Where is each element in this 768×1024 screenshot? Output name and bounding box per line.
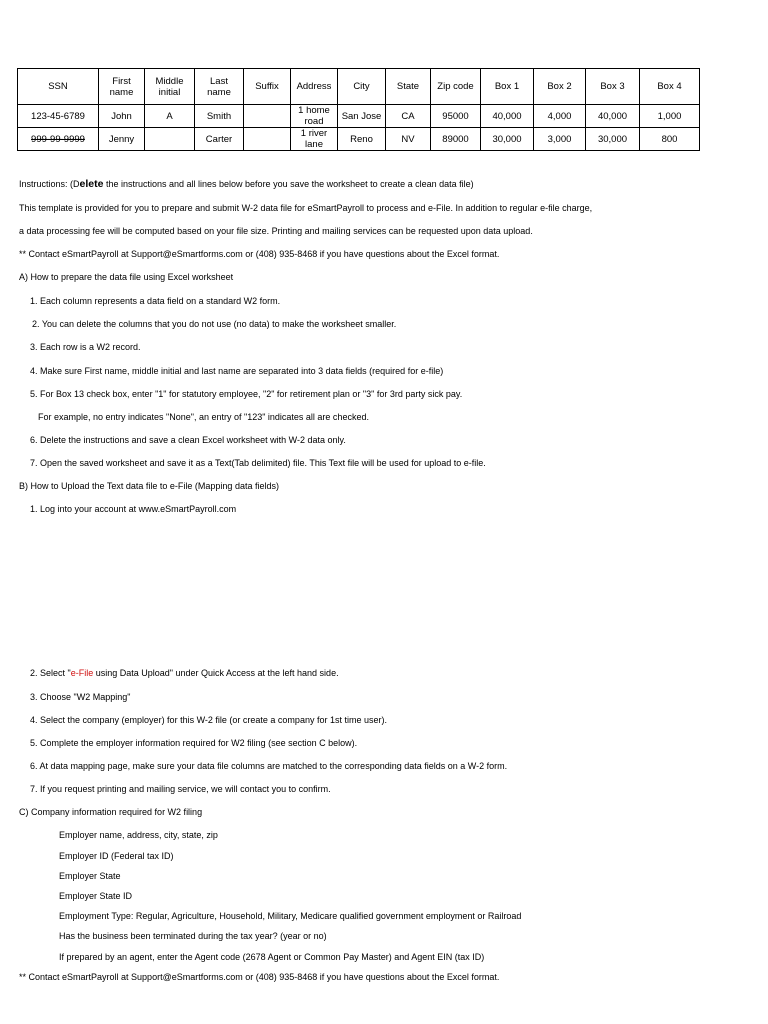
table-cell: Carter	[195, 128, 244, 151]
table-cell: 999-99-9999	[18, 128, 99, 151]
table-cell: Smith	[195, 105, 244, 128]
table-cell: NV	[386, 128, 431, 151]
intro-line-1: This template is provided for you to prepare and submit W-2 data file for eSmartPayroll to process and e-File. In addition to regular e-file charge,	[19, 203, 593, 213]
table-cell: 123-45-6789	[18, 105, 99, 128]
contact-line-bottom: ** Contact eSmartPayroll at Support@eSmartforms.com or (408) 935-8468 if you have questions about the Excel format.	[19, 972, 500, 982]
header-cell: Middle initial	[145, 69, 195, 105]
section-c-heading: C) Company information required for W2 filing	[19, 807, 203, 817]
header-cell: Box 3	[586, 69, 640, 105]
table-cell: 40,000	[586, 105, 640, 128]
section-b-step-6: 6. At data mapping page, make sure your data file columns are matched to the corresponding data fields on a W-2 form.	[30, 761, 508, 771]
section-a-step-3: 3. Each row is a W2 record.	[30, 342, 141, 352]
table-cell: 1,000	[640, 105, 700, 128]
w2-data-table	[17, 68, 700, 151]
instructions-title-emphasis: elete	[79, 178, 104, 190]
header-cell: State	[386, 69, 431, 105]
section-c-item-3: Employer State	[59, 871, 121, 881]
table-cell: 95000	[431, 105, 481, 128]
table-cell: Reno	[338, 128, 386, 151]
efile-link[interactable]: e-File	[70, 668, 94, 678]
table-row	[18, 128, 700, 151]
table-cell	[244, 105, 291, 128]
header-cell: Box 2	[534, 69, 586, 105]
instructions-title-prefix: Instructions: (D	[19, 179, 80, 189]
header-cell: Suffix	[244, 69, 291, 105]
section-b-step-3: 3. Choose "W2 Mapping"	[30, 692, 131, 702]
header-cell: Address	[291, 69, 338, 105]
section-a-step-5-example: For example, no entry indicates "None", an entry of "123" indicates all are checked.	[38, 412, 369, 422]
header-cell: Box 1	[481, 69, 534, 105]
section-b-step-2-suffix: using Data Upload" under Quick Access at the left hand side.	[93, 668, 339, 678]
header-cell: Last name	[195, 69, 244, 105]
section-b-step-2-prefix: 2. Select "	[30, 668, 71, 678]
section-c-item-7: If prepared by an agent, enter the Agent code (2678 Agent or Common Pay Master) and Agent EIN (tax ID)	[59, 952, 485, 962]
table-cell: 3,000	[534, 128, 586, 151]
table-cell: 89000	[431, 128, 481, 151]
section-b-step-1: 1. Log into your account at www.eSmartPayroll.com	[30, 504, 237, 514]
table-cell: San Jose	[338, 105, 386, 128]
section-a-step-5: 5. For Box 13 check box, enter "1" for statutory employee, "2" for retirement plan or "3" for 3rd party sick pay.	[30, 389, 463, 399]
section-a-step-7: 7. Open the saved worksheet and save it as a Text(Tab delimited) file. This Text file will be used for upload to e-file.	[30, 458, 486, 468]
table-cell	[244, 128, 291, 151]
section-a-step-1: 1. Each column represents a data field on a standard W2 form.	[30, 296, 281, 306]
table-cell: 1 home road	[291, 105, 338, 128]
header-cell: Box 4	[640, 69, 700, 105]
section-a-step-4: 4. Make sure First name, middle initial and last name are separated into 3 data fields (required for e-file)	[30, 366, 444, 376]
header-cell: First name	[99, 69, 145, 105]
header-cell: City	[338, 69, 386, 105]
section-c-item-1: Employer name, address, city, state, zip	[59, 830, 218, 840]
table-cell: 30,000	[481, 128, 534, 151]
section-c-item-4: Employer State ID	[59, 891, 133, 901]
header-cell: SSN	[18, 69, 99, 105]
section-c-item-6: Has the business been terminated during the tax year? (year or no)	[59, 931, 327, 941]
table-cell: 4,000	[534, 105, 586, 128]
table-cell	[145, 128, 195, 151]
table-cell: 40,000	[481, 105, 534, 128]
section-b-step-7: 7. If you request printing and mailing service, we will contact you to confirm.	[30, 784, 331, 794]
section-a-heading: A) How to prepare the data file using Excel worksheet	[19, 272, 234, 282]
table-cell: A	[145, 105, 195, 128]
section-b-step-5: 5. Complete the employer information required for W2 filing (see section C below).	[30, 738, 358, 748]
table-cell: 1 river lane	[291, 128, 338, 151]
table-cell: 30,000	[586, 128, 640, 151]
section-a-step-2: 2. You can delete the columns that you do not use (no data) to make the worksheet smaller.	[32, 319, 397, 329]
instructions-title	[19, 178, 474, 190]
table-header-row	[18, 69, 700, 105]
section-a-step-6: 6. Delete the instructions and save a clean Excel worksheet with W-2 data only.	[30, 435, 346, 445]
section-b-step-4: 4. Select the company (employer) for this W-2 file (or create a company for 1st time user).	[30, 715, 387, 725]
table-cell: CA	[386, 105, 431, 128]
header-cell: Zip code	[431, 69, 481, 105]
section-c-item-5: Employment Type: Regular, Agriculture, Household, Military, Medicare qualified government employment or Railroad	[59, 911, 522, 921]
contact-line-top: ** Contact eSmartPayroll at Support@eSmartforms.com or (408) 935-8468 if you have questions about the Excel format.	[19, 249, 500, 259]
table-cell: John	[99, 105, 145, 128]
section-b-step-2	[30, 667, 339, 679]
section-b-heading: B) How to Upload the Text data file to e-File (Mapping data fields)	[19, 481, 279, 491]
intro-line-2: a data processing fee will be computed based on your file size. Printing and mailing services can be requested upon data upload.	[19, 226, 533, 236]
table-cell: 800	[640, 128, 700, 151]
section-c-item-2: Employer ID (Federal tax ID)	[59, 851, 174, 861]
table-row	[18, 105, 700, 128]
instructions-title-suffix: the instructions and all lines below before you save the worksheet to create a clean data file)	[103, 179, 474, 189]
table-cell: Jenny	[99, 128, 145, 151]
